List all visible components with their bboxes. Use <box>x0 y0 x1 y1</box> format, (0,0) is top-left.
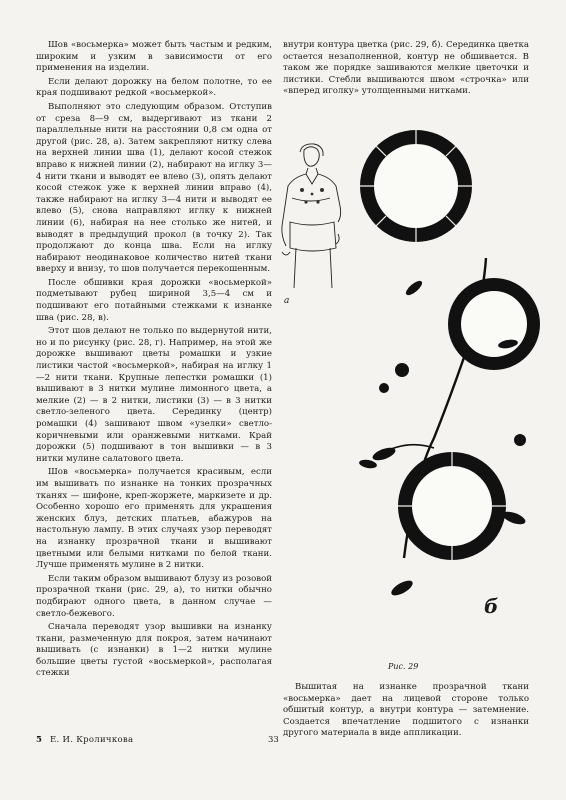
paragraph: Шов «восьмерка» получается красивым, если им вышивать по изнанке на тонких прозрачных тканях — шифоне, креп-жоржете, маркизете и др. Особенно хорошо его применять для украшения женских блуз, детских платьев, абажуров на настольную лампу. В этих случаях узор переводят на изнанку прозрачной ткани и вышивают цветными или белыми нитками по белой ткани. Лучше применять мулине в 2 нитки. <box>36 467 272 571</box>
figure-label-a: а <box>284 296 290 306</box>
paragraph: Сначала переводят узор вышивки на изнанку ткани, размеченную для покроя, затем начинают вышивать (с изнанки) в 1—2 нитки мулине большие цветы густой «восьмеркой», располагая стежки <box>36 622 272 679</box>
figure-caption: Рис. 29 <box>388 662 419 671</box>
right-column-bottom <box>283 682 529 740</box>
figure-label-b: б <box>484 594 499 618</box>
paragraph: Выполняют это следующим образом. Отступив от среза 8—9 см, выдергивают из ткани 2 параллельные нити на расстоянии 0,8 см одна от другой (рис. 28, а). Затем закрепляют нитку слева на верхней линии шва (1), делают косой стежок вправо к нижней линии (2), набирают на иглку 3—4 нити ткани и выводят ее влево (3), опять делают косой стежок уже к верхней линии вправо (4), также набирают на иглку 3—4 нити и выводят ее влево (5), снова направляют иглку к нижней линии (6), набирая на нее столько же нитей, и выводят в предыдущий прокол (в точку 2). Так продолжают до конца шва. Если на иглку набирают неодинаковое количество нитей ткани вверху и внизу, то шов получается перекошенным. <box>36 101 272 275</box>
paragraph: внутри контура цветка (рис. 29, б). Серединка цветка остается незаполненной, контур не обшивается. В таком же порядке зашиваются мелкие цветочки и листики. Стебли вышиваются швом «строчка» или «вперед иголку» утолщенными нитками. <box>283 40 529 97</box>
page-footer <box>36 735 536 749</box>
flower-bottom <box>398 452 506 560</box>
paragraph: Шов «восьмерка» может быть частым и редким, широким и узким в зависимости от его применения на изделии. <box>36 40 272 74</box>
right-column-top <box>283 40 529 98</box>
paragraph: Вышитая на изнанке прозрачной ткани «восьмерка» дает на лицевой стороне только обшитый контур, а внутри контура — затемнение. Создается впечатление подшитого с изнанки другого материала в виде аппликации. <box>283 682 529 739</box>
page-number: 33 <box>268 735 279 745</box>
blouse-illustration <box>278 142 348 302</box>
footer-signature-mark: 5 <box>36 735 42 745</box>
paragraph: Если таким образом вышивают блузу из розовой прозрачной ткани (рис. 29, а), то нитки обычно подбирают одного цвета, в данном случае — светло-бежевого. <box>36 573 272 619</box>
paragraph: Если делают дорожку на белом полотне, то ее края подшивают редкой «восьмеркой». <box>36 76 272 99</box>
paragraph: Этот шов делают не только по выдернутой нити, но и по рисунку (рис. 28, г). Например, на этой же дорожке вышивают цветы ромашки и узкие листики частой «восьмеркой», набирая на иглку 1—2 нити ткани. Крупные лепестки ромашки (1) вышивают в 3 нитки мулине лимонного цвета, а мелкие (2) — в 2 нитки, листики (3) — в 3 нитки светло-зеленого цвета. Серединку (центр) ромашки (4) зашивают швом «узелки» светло-коричневыми или оранжевыми нитками. Край дорожки (5) подшивают в тон вышивки — в 3 нитки мулине салатового цвета. <box>36 326 272 464</box>
footer-author: Е. И. Кроличкова <box>50 735 134 745</box>
flower-top <box>360 130 472 242</box>
left-column <box>36 40 272 682</box>
paragraph: После обшивки края дорожки «восьмеркой» подметывают рубец шириной 3,5—4 см и подшивают его потайными стежками к изнанке шва (рис. 28, в). <box>36 277 272 323</box>
flower-middle <box>448 278 540 370</box>
embroidery-pattern-illustration <box>344 118 544 638</box>
